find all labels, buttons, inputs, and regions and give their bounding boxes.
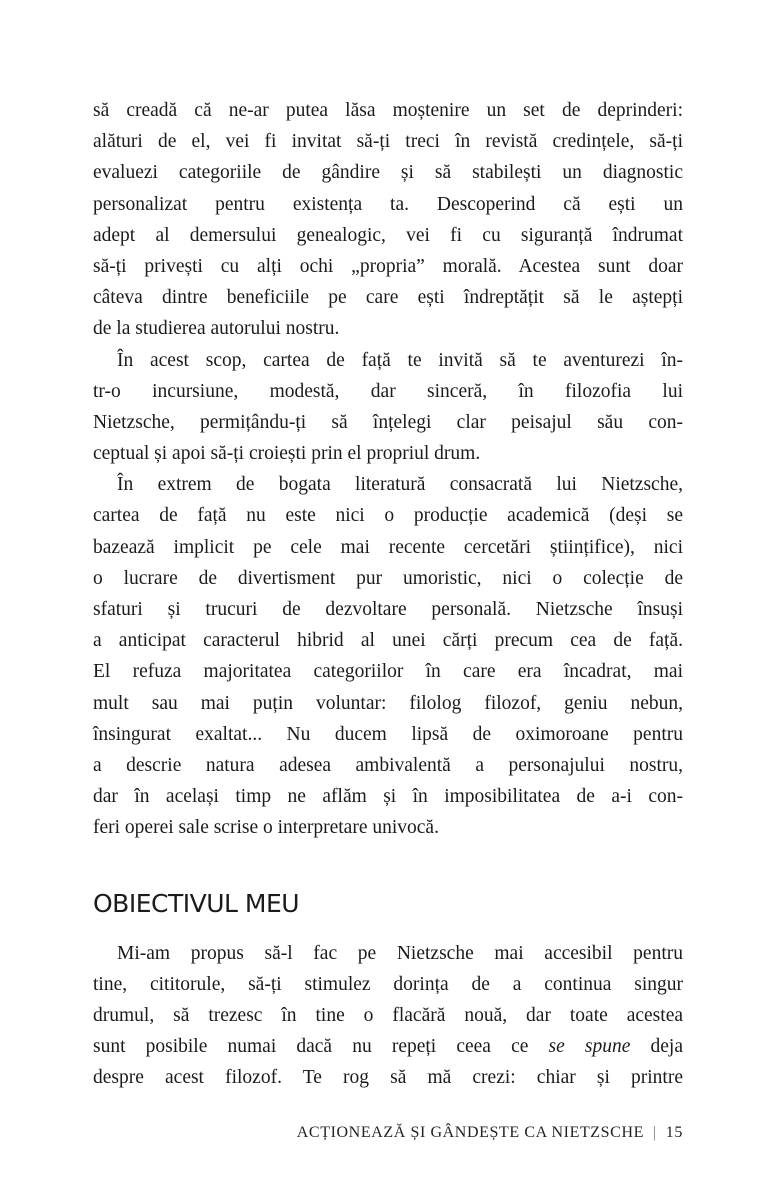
text-line: În acest scop, cartea de față te invită să te aventurezi în- — [117, 349, 683, 371]
text-segment: sunt posibile numai dacă nu repeți ceea ce — [93, 1036, 549, 1058]
text-segment: deja — [630, 1036, 683, 1058]
text-line: tine, cititorule, să-ți stimulez dorința de a continua singur — [93, 973, 683, 995]
text-line — [93, 1031, 683, 1062]
text-line: alături de el, vei fi invitat să-ți treci în revistă credințele, să-ți — [93, 131, 683, 153]
text-line: adept al demersului genealogic, vei fi cu siguranță îndrumat — [93, 224, 683, 246]
section-heading: OBIECTIVUL MEU — [93, 888, 300, 918]
text-line: feri operei sale scrise o interpretare univocă. — [93, 817, 439, 839]
text-line: însingurat exaltat... Nu ducem lipsă de oximoroane pentru — [93, 723, 683, 745]
text-line: sfaturi și trucuri de dezvoltare personală. Nietzsche însuși — [93, 599, 683, 620]
text-line: să creadă că ne-ar putea lăsa moștenire un set de deprinderi: — [93, 100, 683, 121]
text-line: cartea de față nu este nici o producție academică (deși se — [93, 505, 683, 527]
text-line: drumul, să trezesc în tine o flacără nouă, dar toate acestea — [93, 1004, 683, 1026]
paragraph — [93, 938, 683, 1094]
page-number: 15 — [665, 1124, 683, 1141]
text-line: dar în același timp ne aflăm și în imposibilitatea de a-i con- — [93, 786, 683, 808]
text-line: a descrie natura adesea ambivalentă a personajului nostru, — [93, 754, 683, 776]
text-line: câteva dintre beneficiile pe care ești îndreptățit să le aștepți — [93, 287, 683, 309]
text-line: ceptual și apoi să-ți croiești prin el propriul drum. — [93, 443, 481, 465]
text-line: despre acest filozof. Te rog să mă crezi: chiar și printre — [93, 1067, 683, 1089]
paragraph — [93, 95, 683, 345]
text-line: personalizat pentru existența ta. Descoperind că ești un — [93, 193, 683, 215]
footer-separator: | — [653, 1124, 657, 1141]
text-line: El refuza majoritatea categoriilor în care era încadrat, mai — [93, 661, 683, 683]
text-line: o lucrare de divertisment pur umoristic, nici o colecție de — [93, 567, 683, 589]
text-line: Mi-am propus să-l fac pe Nietzsche mai accesibil pentru — [117, 942, 683, 964]
text-line: bazează implicit pe cele mai recente cercetări științifice), nici — [93, 536, 683, 558]
running-title: ACȚIONEAZĂ ȘI GÂNDEȘTE CA NIETZSCHE — [296, 1124, 644, 1141]
italic-text: se spune — [548, 1036, 631, 1058]
text-line: a anticipat caracterul hibrid al unei cărți precum cea de față. — [93, 630, 683, 652]
paragraph — [93, 345, 683, 470]
text-line: evaluezi categoriile de gândire și să stabilești un diagnostic — [93, 162, 683, 184]
text-line: să-ți privești cu alți ochi „propria” morală. Acestea sunt doar — [93, 255, 683, 277]
text-line: mult sau mai puțin voluntar: filolog filozof, geniu nebun, — [93, 692, 683, 714]
body-text — [93, 95, 683, 1093]
paragraph — [93, 469, 683, 843]
text-line: Nietzsche, permițându-ți să înțelegi clar peisajul său con- — [93, 411, 683, 433]
text-line: În extrem de bogata literatură consacrată lui Nietzsche, — [117, 474, 683, 496]
page-footer — [297, 1124, 683, 1142]
text-line: tr-o incursiune, modestă, dar sinceră, în filozofia lui — [93, 380, 683, 402]
text-line: de la studierea autorului nostru. — [93, 318, 340, 340]
